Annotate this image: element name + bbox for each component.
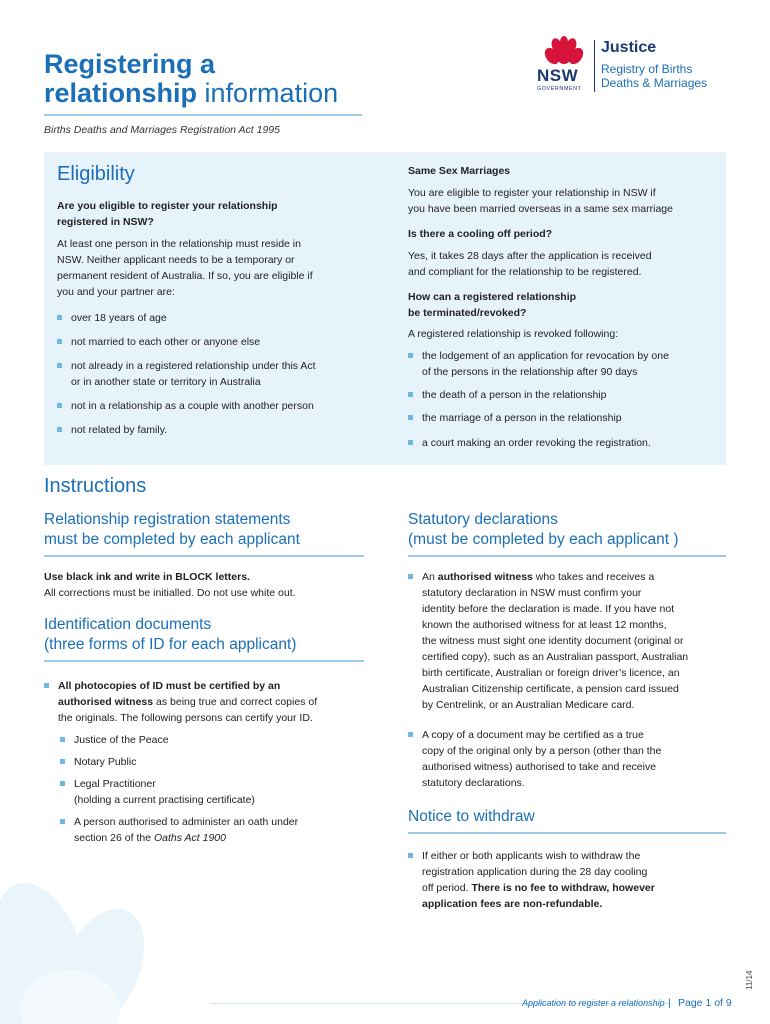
version-code: 11/14 <box>745 970 754 990</box>
justice-label: Justice <box>601 39 657 56</box>
registry-label: Registry of Births Deaths & Marriages <box>601 62 708 90</box>
section-divider <box>44 660 364 662</box>
list-item: the death of a person in the relationship <box>408 387 720 403</box>
government-wordmark: GOVERNMENT <box>537 86 582 92</box>
list-item: the marriage of a person in the relationship <box>408 410 720 426</box>
list-item: Notary Public <box>60 754 364 770</box>
list-item: not in a relationship as a couple with another person <box>57 398 357 414</box>
withdraw-note: If either or both applicants wish to withdraw the registration application during the 28 day cooling off period. There is no fee to withdraw, however application fees are non-refundable. <box>408 848 726 912</box>
revoke-intro: A registered relationship is revoked following: <box>408 328 619 340</box>
list-item: Justice of the Peace <box>60 732 364 748</box>
eligibility-intro: At least one person in the relationship must reside in NSW. Neither applicant needs to be a temporary or permanent resident of Australia. If so, you are eligible if you and your partner are: <box>57 238 313 298</box>
cooling-heading: Is there a cooling off period? <box>408 228 553 240</box>
logo-divider <box>594 40 595 92</box>
footer-separator: | <box>668 997 671 1009</box>
eligibility-question: Are you eligible to register your relationship registered in NSW? <box>57 200 278 228</box>
title-line-2-light: information <box>197 78 339 108</box>
ssm-text: You are eligible to register your relationship in NSW if you have been married overseas in a same sex marriage <box>408 187 673 215</box>
certifier-list <box>44 732 364 846</box>
nsw-wordmark: NSW <box>537 66 579 85</box>
notice-to-withdraw-heading: Notice to withdraw <box>408 808 535 825</box>
page-number: Page 1 of 9 <box>678 997 732 1009</box>
eligibility-heading: Eligibility <box>57 163 135 185</box>
eligibility-left-column <box>57 198 357 438</box>
id-documents-heading: Identification documents (three forms of ID for each applicant) <box>44 616 297 653</box>
instructions-heading: Instructions <box>44 475 147 497</box>
list-item: not already in a registered relationship under this Act or in another state or territory in Australia <box>57 358 357 390</box>
waratah-watermark-icon <box>0 830 180 1024</box>
authorised-witness-note: An authorised witness who takes and receives a statutory declaration in NSW must confirm your identity before the declaration is made. If you have not known the authorised witness for at least 12 months, the witness must sight one identity document (original or certified copy), such as an Australian passport, Australian birth certificate, Australian or foreign driver’s licence, an Australian Citizenship certificate, a pension card issued by Centrelink, or an Australian Medicare card. <box>408 569 726 713</box>
footer-document-name: Application to register a relationship <box>522 998 665 1008</box>
certified-copy-note: A copy of a document may be certified as a true copy of the original only by a person (other than the authorised witness) authorised to take and receive statutory declarations. <box>408 727 726 791</box>
list-item: over 18 years of age <box>57 310 357 326</box>
waratah-icon <box>542 36 586 68</box>
ink-instructions: Use black ink and write in BLOCK letters. All corrections must be initialled. Do not use white out. <box>44 571 296 599</box>
list-item: not related by family. <box>57 422 357 438</box>
page-title <box>44 50 374 108</box>
list-item: not married to each other or anyone else <box>57 334 357 350</box>
revoke-list <box>408 348 720 451</box>
nsw-justice-logo <box>536 36 736 100</box>
relationship-statements-heading: Relationship registration statements must be completed by each applicant <box>44 511 300 548</box>
list-item: A person authorised to administer an oath under section 26 of the Oaths Act 1900 <box>60 814 364 846</box>
section-divider <box>408 832 726 834</box>
eligibility-list <box>57 310 357 438</box>
list-item: Legal Practitioner (holding a current practising certificate) <box>60 776 364 808</box>
section-divider <box>408 555 726 557</box>
title-divider <box>44 114 362 116</box>
section-divider <box>44 555 364 557</box>
id-certification-note: All photocopies of ID must be certified by an authorised witness as being true and correct copies of the originals. The following persons can certify your ID. <box>44 678 364 726</box>
statutory-declarations-section <box>408 510 726 912</box>
revoke-heading: How can a registered relationship be terminated/revoked? <box>408 291 577 319</box>
statutory-declarations-heading: Statutory declarations (must be completed by each applicant ) <box>408 511 679 548</box>
ssm-heading: Same Sex Marriages <box>408 165 511 177</box>
list-item: the lodgement of an application for revocation by one of the persons in the relationship after 90 days <box>408 348 720 380</box>
title-line-2-bold: relationship <box>44 78 198 108</box>
title-line-1: Registering a <box>44 49 216 79</box>
act-reference: Births Deaths and Marriages Registration Act 1995 <box>44 124 280 136</box>
relationship-statements-section <box>44 510 364 846</box>
list-item: a court making an order revoking the registration. <box>408 435 720 451</box>
eligibility-right-column <box>408 163 720 451</box>
cooling-text: Yes, it takes 28 days after the application is received and compliant for the relationship to be registered. <box>408 250 652 278</box>
